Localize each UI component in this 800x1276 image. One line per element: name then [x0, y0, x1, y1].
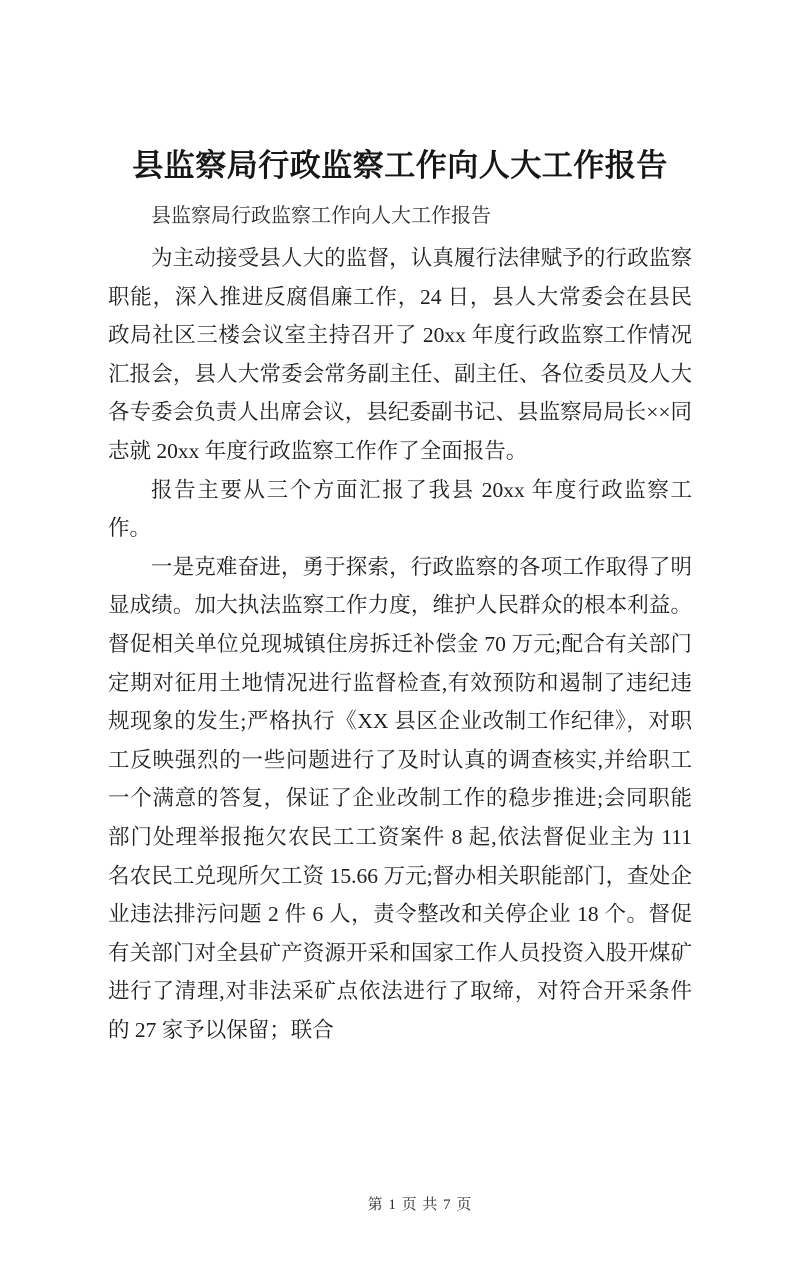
page-footer [20, 1193, 800, 1214]
paragraph: 报告主要从三个方面汇报了我县 20xx 年度行政监察工作。 [108, 477, 692, 541]
document-page [108, 145, 692, 1276]
paragraph: 一是克难奋进，勇于探索，行政监察的各项工作取得了明显成绩。加大执法监察工作力度，维护人民群众的根本利益。督促相关单位兑现城镇住房拆迁补偿金 70 万元;配合有关部门定期对征用土地情况进行监督检查,有效预防和遏制了违纪违规现象的发生;严格执行《XX 县区企业改制工作纪律》，对职工反映强烈的一些问题进行了及时认真的调查核实,并给职工一个满意的答复，保证了企业改制工作的稳步推进;会同职能部门处理举报拖欠农民工工资案件 8 起,依法督促业主为 111 名农民工兑现所欠工资 15.66 万元;督办相关职能部门，查处企业违法排污问题 2 件 6 人，责令整改和关停企业 18 个。督促有关部门对全县矿产资源开采和国家工作人员投资入股开煤矿进行了清理,对非法采矿点依法进行了取缔，对符合开采条件的 27 家予以保留；联合 [108, 554, 692, 1042]
page-number-indicator: 第 1 页 共 7 页 [367, 1197, 473, 1213]
document-subtitle: 县监察局行政监察工作向人大工作报告 [151, 205, 491, 227]
document-title: 县监察局行政监察工作向人大工作报告 [132, 148, 668, 183]
paragraph: 为主动接受县人大的监督，认真履行法律赋予的行政监察职能，深入推进反腐倡廉工作，24 日，县人大常委会在县民政局社区三楼会议室主持召开了 20xx 年度行政监察工作情况汇报会，县人大常委会常务副主任、副主任、各位委员及人大各专委会负责人出席会议，县纪委副书记、县监察局局长××同志就 20xx 年度行政监察工作作了全面报告。 [108, 246, 692, 463]
